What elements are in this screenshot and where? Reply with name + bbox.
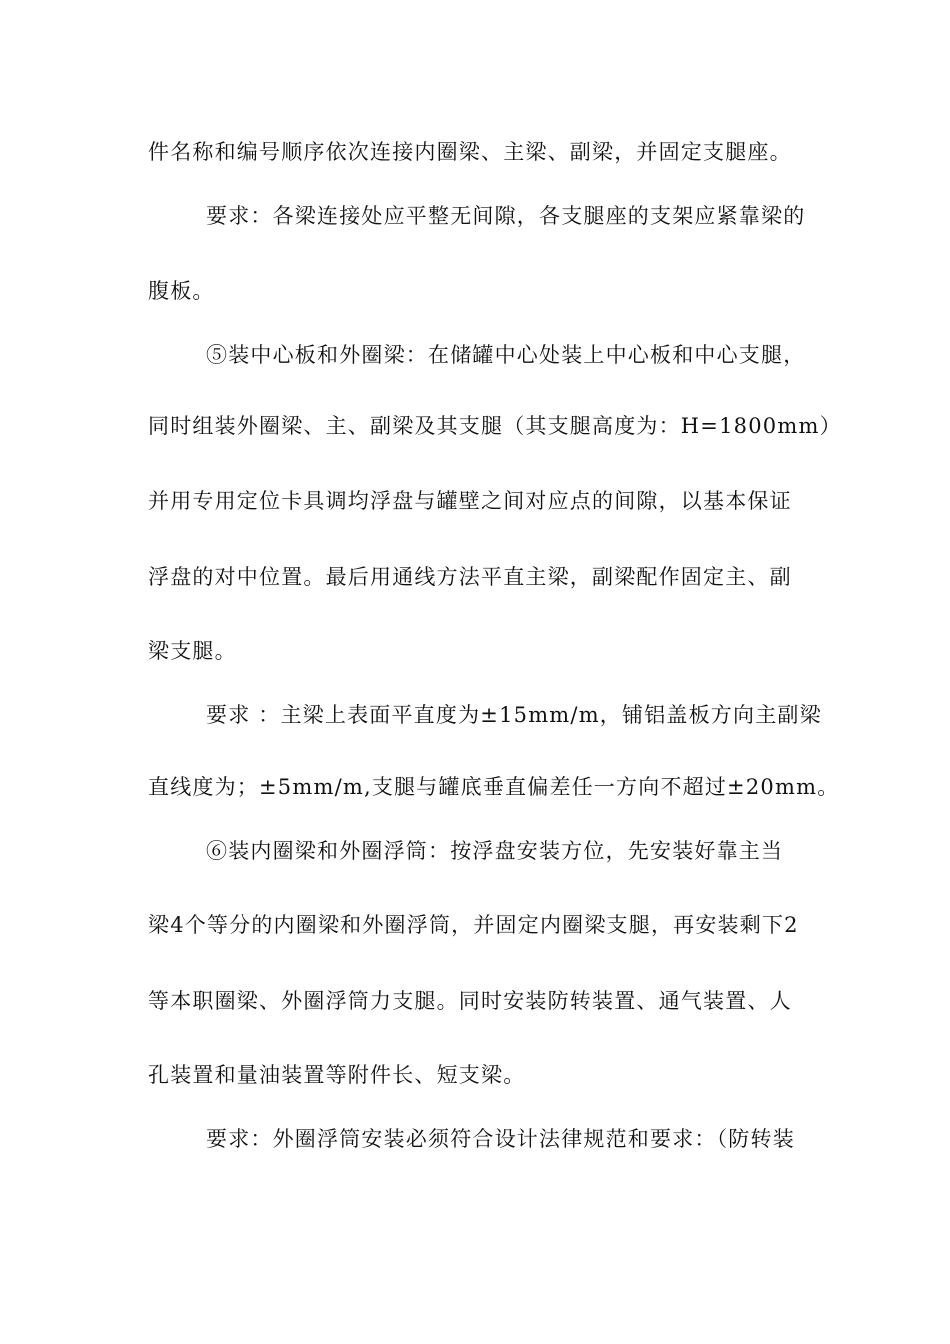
text-line: 孔装置和量油装置等附件长、短支梁。 [148,1063,526,1087]
text-line: 同时组装外圈梁、主、副梁及其支腿（其支腿高度为：H=1800mm） [148,414,842,438]
text-line: 梁4个等分的内圈梁和外圈浮筒，并固定内圈梁支腿，再安装剩下2 [148,913,799,937]
text-line: 并用专用定位卡具调均浮盘与罐壁之间对应点的间隙，以基本保证 [148,489,792,513]
text-line: 腹板。 [148,279,215,303]
text-line: ⑥装内圈梁和外圈浮筒：按浮盘安装方位，先安装好靠主当 [206,839,784,863]
text-line: 要求 ：主梁上表面平直度为±15mm/m，铺铝盖板方向主副梁 [206,703,822,727]
text-line: 直线度为；±5mm/m,支腿与罐底垂直偏差任一方向不超过±20mm。 [148,775,840,799]
text-line: 要求：各梁连接处应平整无间隙，各支腿座的支架应紧靠梁的 [206,204,806,228]
text-line: 件名称和编号顺序依次连接内圈梁、主梁、副梁，并固定支腿座。 [148,140,792,164]
text-line: 梁支腿。 [148,639,237,663]
text-line: ⑤装中心板和外圈梁：在储罐中心处装上中心板和中心支腿， [206,343,806,367]
text-line: 浮盘的对中位置。最后用通线方法平直主梁，副梁配作固定主、副 [148,565,792,589]
text-line: 要求：外圈浮筒安装必须符合设计法律规范和要求：（防转装 [206,1127,795,1151]
text-line: 等本职圈梁、外圈浮筒力支腿。同时安装防转装置、通气装置、人 [148,989,792,1013]
